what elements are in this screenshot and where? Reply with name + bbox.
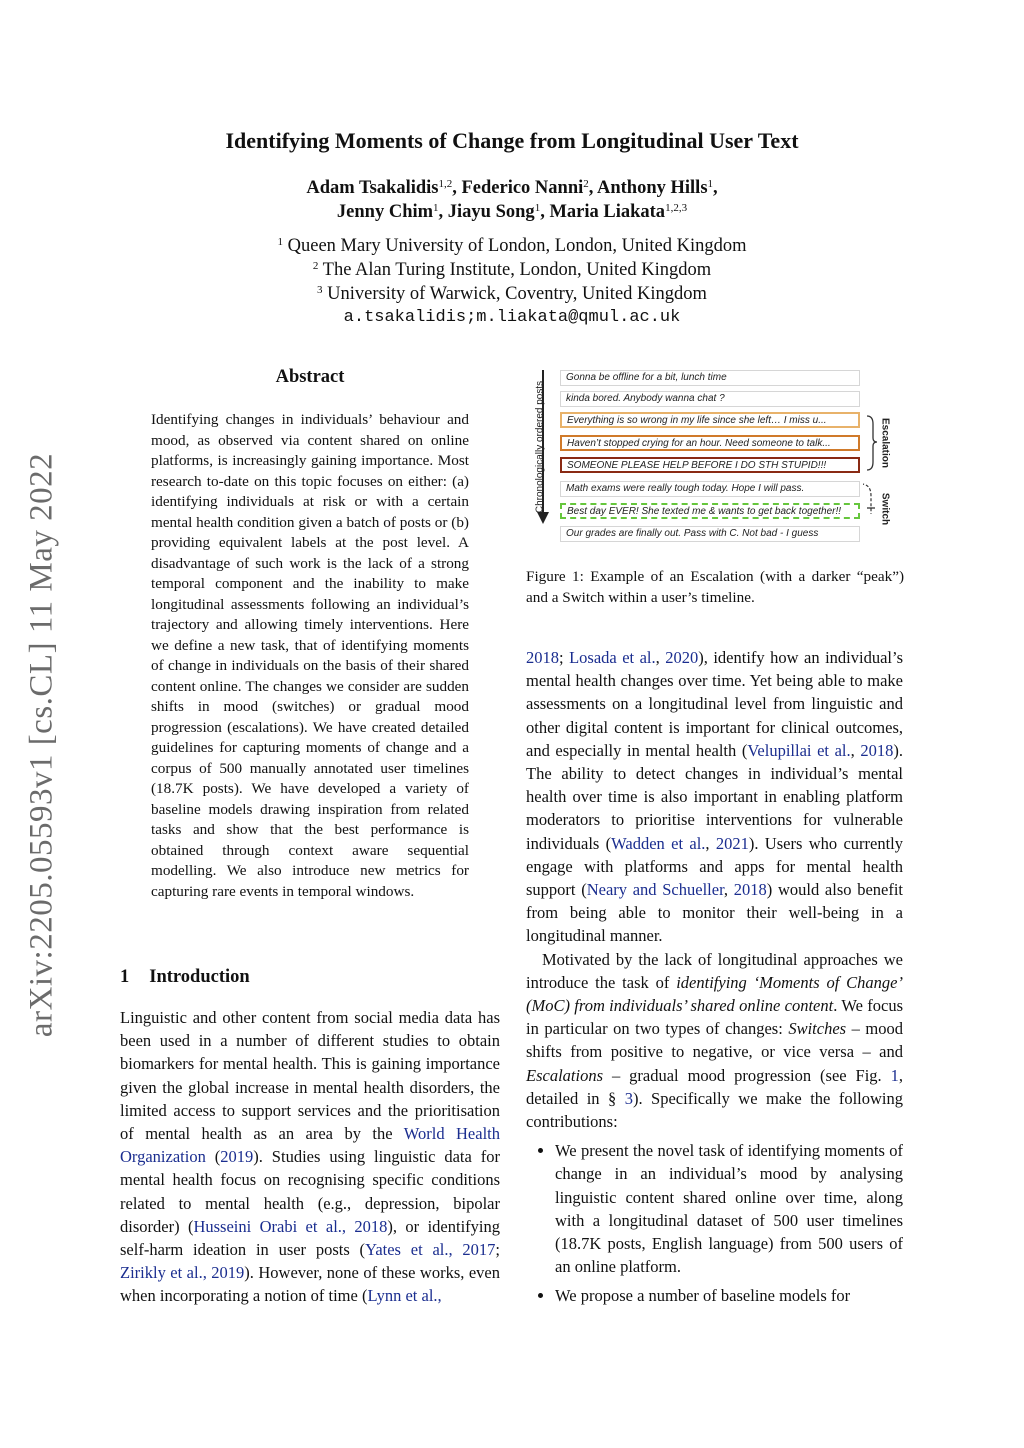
arxiv-id: arXiv:2205.05593v1 [cs.CL] 11 May 2022 bbox=[23, 452, 60, 1038]
intro-paragraph: Linguistic and other content from social media data has been used in a number of different studies to obtain biomarkers for mental health. This is gaining importance given the global increase in mental health disorders, the limited access to support services and the prioritisation of mental health as an area by the World Health Organization (2019). Studies using linguistic data for mental health focus on recognising specific conditions related to mental health (e.g., depression, bipolar disorder) (Husseini Orabi et al., 2018), or identifying self-harm ideation in user posts (Yates et al., 2017; Zirikly et al., 2019). However, none of these works, even when incorporating a notion of time (Lynn et al., bbox=[120, 1008, 500, 1306]
abstract-heading: Abstract bbox=[275, 367, 345, 387]
affiliation-line: $^2$ The Alan Turing Institute, London, United Kingdom bbox=[312, 259, 712, 280]
author-affil-sup: 1,2,3 bbox=[665, 201, 688, 214]
author-affil-sup: 1 bbox=[534, 201, 541, 214]
author-name: Adam Tsakalidis bbox=[306, 178, 439, 198]
citation-link[interactable]: Losada et al. bbox=[569, 648, 656, 667]
paragraph: Motivated by the lack of longitudinal approaches we introduce the task of identifying ‘Moments of Change’ (MoC) from individuals’ shared online content. We focus in particular on two types of changes: Switches – mood shifts from positive to negative, or vice versa – and Escalations – gradual mood progression (see Fig. 1, detailed in § 3). Specifically we make the following contributions: bbox=[526, 949, 903, 1132]
citation-link[interactable]: 2018 bbox=[526, 648, 559, 667]
citation-link[interactable]: Wadden et al. bbox=[611, 833, 706, 853]
citation-link[interactable]: 2020 bbox=[665, 648, 699, 667]
author-list: Adam Tsakalidis$^{1,2}$, Federico Nanni$^2$, Anthony Hills$^1$, Jenny Chim$^1$, Jiayu Song$^1$, Maria Liakata$^{1,2,3}$ bbox=[306, 177, 718, 222]
post-box: Our grades are finally out. Pass with C. Not bad - I guess bbox=[560, 526, 860, 542]
section-heading bbox=[120, 967, 250, 988]
post-box: Math exams were really tough today. Hope I will pass. bbox=[560, 481, 860, 497]
post-box-escalation: Haven’t stopped crying for an hour. Need someone to talk... bbox=[560, 435, 860, 451]
citation-link[interactable]: World Health Organization bbox=[120, 1124, 500, 1167]
paragraph: 2018; Losada et al., 2020), identify how an individual’s mental health changes over time. Yet being able to make assessments on a longitudinal level from linguistic and other digital content is important for clinical outcomes, and especially in mental health (Velupillai et al., 2018). The ability to detect changes in individual’s mental health over time is also important in enabling platform moderators to prioritise interventions for vulnerable individuals (Wadden et al., 2021). Users who currently engage with platforms and apps for mental health support (Neary and Schueller, 2018) would also benefit from being able to monitor their well-being in a longitudinal manner. bbox=[526, 648, 904, 946]
section-number: 1 bbox=[120, 967, 130, 987]
author-name: Anthony Hills bbox=[597, 178, 708, 198]
figure-ref-link[interactable]: 1 bbox=[890, 1065, 899, 1085]
post-box-escalation-peak: SOMEONE PLEASE HELP BEFORE I DO STH STUPID!!! bbox=[560, 457, 860, 473]
figure-caption: Figure 1: Example of an Escalation (with a darker “peak”) and a Switch within a user’s timeline. bbox=[526, 568, 904, 606]
post-box: Gonna be offline for a bit, lunch time bbox=[560, 370, 860, 386]
section-title: Introduction bbox=[149, 967, 250, 987]
escalation-label: Escalation bbox=[879, 417, 891, 469]
y-axis-label: Chronologically ordered posts bbox=[534, 380, 546, 514]
post-box: kinda bored. Anybody wanna chat ? bbox=[560, 391, 860, 407]
paper-title: Identifying Moments of Change from Longitudinal User Text bbox=[225, 128, 799, 153]
affiliation-line: $^1$ Queen Mary University of London, London, United Kingdom bbox=[277, 235, 747, 256]
abstract-body: Identifying changes in individuals’ behaviour and mood, as observed via content shared on online platforms, is increasingly gaining importance. Most research to-date on this topic focuses on either: (a) identifying individuals at risk or with a certain mental health condition given a batch of posts or (b) providing equivalent labels at the post level. A disadvantage of such work is the lack of a strong temporal component and the inability to make longitudinal assessments following an individual’s trajectory and allowing timely interventions. Here we define a new task, that of identifying moments of change in individuals on the basis of their shared content online. The changes we consider are sudden shifts in mood (switches) or gradual mood progression (escalations). We have created detailed guidelines for capturing moments of change and a corpus of 500 manually annotated user timelines (18.7K posts). We have developed a variety of baseline models drawing inspiration from related tasks and show that the best performance is obtained through context aware sequential modelling. We also introduce new metrics for capturing rare events in temporal windows. bbox=[151, 411, 469, 900]
contribution-list bbox=[526, 1139, 903, 1307]
author-affil-sup: 1 bbox=[433, 201, 439, 214]
affiliation-line: $^3$ University of Warwick, Coventry, United Kingdom bbox=[317, 283, 707, 304]
author-name: Jiayu Song bbox=[447, 202, 535, 222]
section-ref-link[interactable]: 3 bbox=[624, 1088, 633, 1108]
citation-link[interactable]: Velupillai et al. bbox=[747, 740, 851, 760]
citation-link[interactable]: Husseini Orabi et al., 2018 bbox=[193, 1216, 388, 1236]
post-box-escalation: Everything is so wrong in my life since she left… I miss u... bbox=[560, 412, 860, 428]
citation-link[interactable]: 2019 bbox=[220, 1147, 254, 1167]
list-item: • We propose a number of baseline models for bbox=[555, 1284, 903, 1307]
affiliation-list bbox=[0, 234, 1024, 330]
citation-link[interactable]: Zirikly et al., 2019 bbox=[120, 1263, 245, 1283]
author-affil-sup: 2 bbox=[583, 177, 589, 190]
right-column bbox=[526, 646, 903, 1314]
author-affil-sup: 1 bbox=[707, 177, 714, 190]
list-item: • We present the novel task of identifying moments of change in an individual’s mood by analysing linguistic content shared online over time, along with a longitudinal dataset of 500 user timelines (18.7K posts, English language) from 500 users of an online platform. bbox=[555, 1139, 903, 1278]
author-affil-sup: 1,2 bbox=[438, 177, 453, 190]
citation-link[interactable]: 2021 bbox=[715, 833, 749, 853]
citation-link[interactable]: 2018 bbox=[860, 740, 894, 760]
citation-link[interactable]: 2018 bbox=[733, 880, 767, 900]
author-name: Maria Liakata bbox=[549, 202, 666, 222]
author-name: Federico Nanni bbox=[461, 178, 584, 198]
post-box-switch: Best day EVER! She texted me & wants to get back together!! bbox=[560, 503, 860, 519]
figure-1 bbox=[533, 366, 905, 546]
contact-email[interactable]: a.tsakalidis;m.liakata@qmul.ac.uk bbox=[343, 308, 681, 327]
switch-label: Switch bbox=[879, 492, 891, 526]
citation-link[interactable]: Lynn et al., bbox=[367, 1286, 442, 1306]
author-name: Jenny Chim bbox=[336, 202, 434, 222]
citation-link[interactable]: Neary and Schueller bbox=[586, 880, 724, 900]
citation-link[interactable]: Yates et al., 2017 bbox=[365, 1240, 496, 1260]
arxiv-stamp bbox=[22, 440, 62, 1050]
